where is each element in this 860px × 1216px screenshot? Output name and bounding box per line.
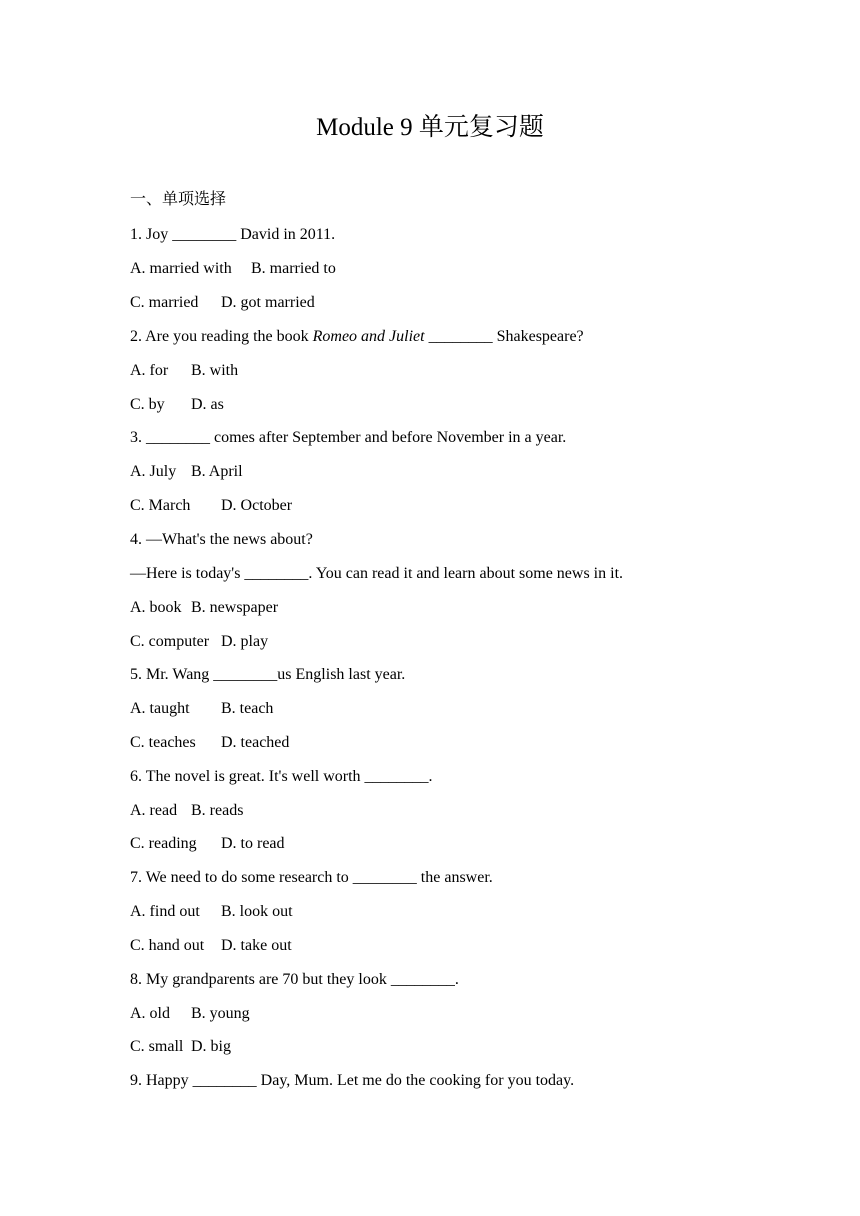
option-b: B. newspaper [191, 599, 279, 616]
option-d: D. as [191, 396, 224, 413]
option-d: D. to read [221, 835, 285, 852]
option-b: B. reads [191, 802, 244, 819]
option-c: C. computer [130, 633, 210, 650]
option-d: D. teached [221, 734, 290, 751]
option-b: B. teach [221, 700, 274, 717]
question-4-stem-line-2: —Here is today's ________. You can read it and learn about some news in it. [130, 565, 624, 582]
option-d: D. October [221, 497, 293, 514]
section-heading: 一、单项选择 [130, 191, 227, 208]
option-c: C. hand out [130, 937, 205, 954]
question-9-stem: 9. Happy ________ Day, Mum. Let me do the cooking for you today. [130, 1072, 575, 1089]
question-8-options-row-1 [130, 1004, 250, 1024]
question-4-options-row-1 [130, 598, 278, 618]
option-d: D. big [191, 1038, 231, 1055]
question-6-stem: 6. The novel is great. It's well worth ________. [130, 768, 433, 785]
option-b: B. April [191, 463, 243, 480]
book-title: Romeo and Juliet [312, 328, 425, 345]
option-a: A. July [130, 463, 177, 480]
stem-text: ________ Shakespeare? [424, 328, 584, 345]
option-c: C. small [130, 1038, 184, 1055]
question-8-stem: 8. My grandparents are 70 but they look ________. [130, 971, 459, 988]
question-6-options-row-2 [130, 834, 285, 854]
question-4-stem: 4. —What's the news about? [130, 531, 313, 548]
option-c: C. teaches [130, 734, 196, 751]
question-8-options-row-2 [130, 1037, 231, 1057]
option-a: A. old [130, 1005, 170, 1022]
question-4-options-row-2 [130, 632, 268, 652]
question-2-stem [130, 327, 584, 347]
option-b: B. look out [221, 903, 293, 920]
option-d: D. take out [221, 937, 292, 954]
question-1-options-row-1 [130, 259, 336, 279]
option-b: B. married to [251, 260, 336, 277]
option-c: C. married [130, 294, 199, 311]
option-a: A. taught [130, 700, 190, 717]
option-b: B. with [191, 362, 239, 379]
question-5-options-row-2 [130, 733, 289, 753]
stem-text: 2. Are you reading the book [130, 328, 313, 345]
question-2-options-row-1 [130, 361, 238, 381]
question-3-options-row-2 [130, 496, 292, 516]
option-a: A. read [130, 802, 178, 819]
option-a: A. find out [130, 903, 200, 920]
question-1-options-row-2 [130, 293, 315, 313]
option-a: A. for [130, 362, 169, 379]
option-c: C. by [130, 396, 165, 413]
option-b: B. young [191, 1005, 250, 1022]
question-5-stem: 5. Mr. Wang ________us English last year. [130, 666, 406, 683]
question-7-stem: 7. We need to do some research to ________ the answer. [130, 869, 493, 886]
question-3-stem: 3. ________ comes after September and before November in a year. [130, 429, 567, 446]
option-c: C. reading [130, 835, 197, 852]
option-a: A. book [130, 599, 182, 616]
question-5-options-row-1 [130, 699, 273, 719]
question-7-options-row-2 [130, 936, 292, 956]
option-d: D. play [221, 633, 269, 650]
question-2-options-row-2 [130, 395, 224, 415]
question-6-options-row-1 [130, 801, 243, 821]
option-d: D. got married [221, 294, 315, 311]
page-title: Module 9 单元复习题 [316, 114, 544, 141]
question-1-stem: 1. Joy ________ David in 2011. [130, 226, 336, 243]
question-7-options-row-1 [130, 902, 293, 922]
option-c: C. March [130, 497, 191, 514]
option-a: A. married with [130, 260, 232, 277]
question-3-options-row-1 [130, 462, 243, 482]
